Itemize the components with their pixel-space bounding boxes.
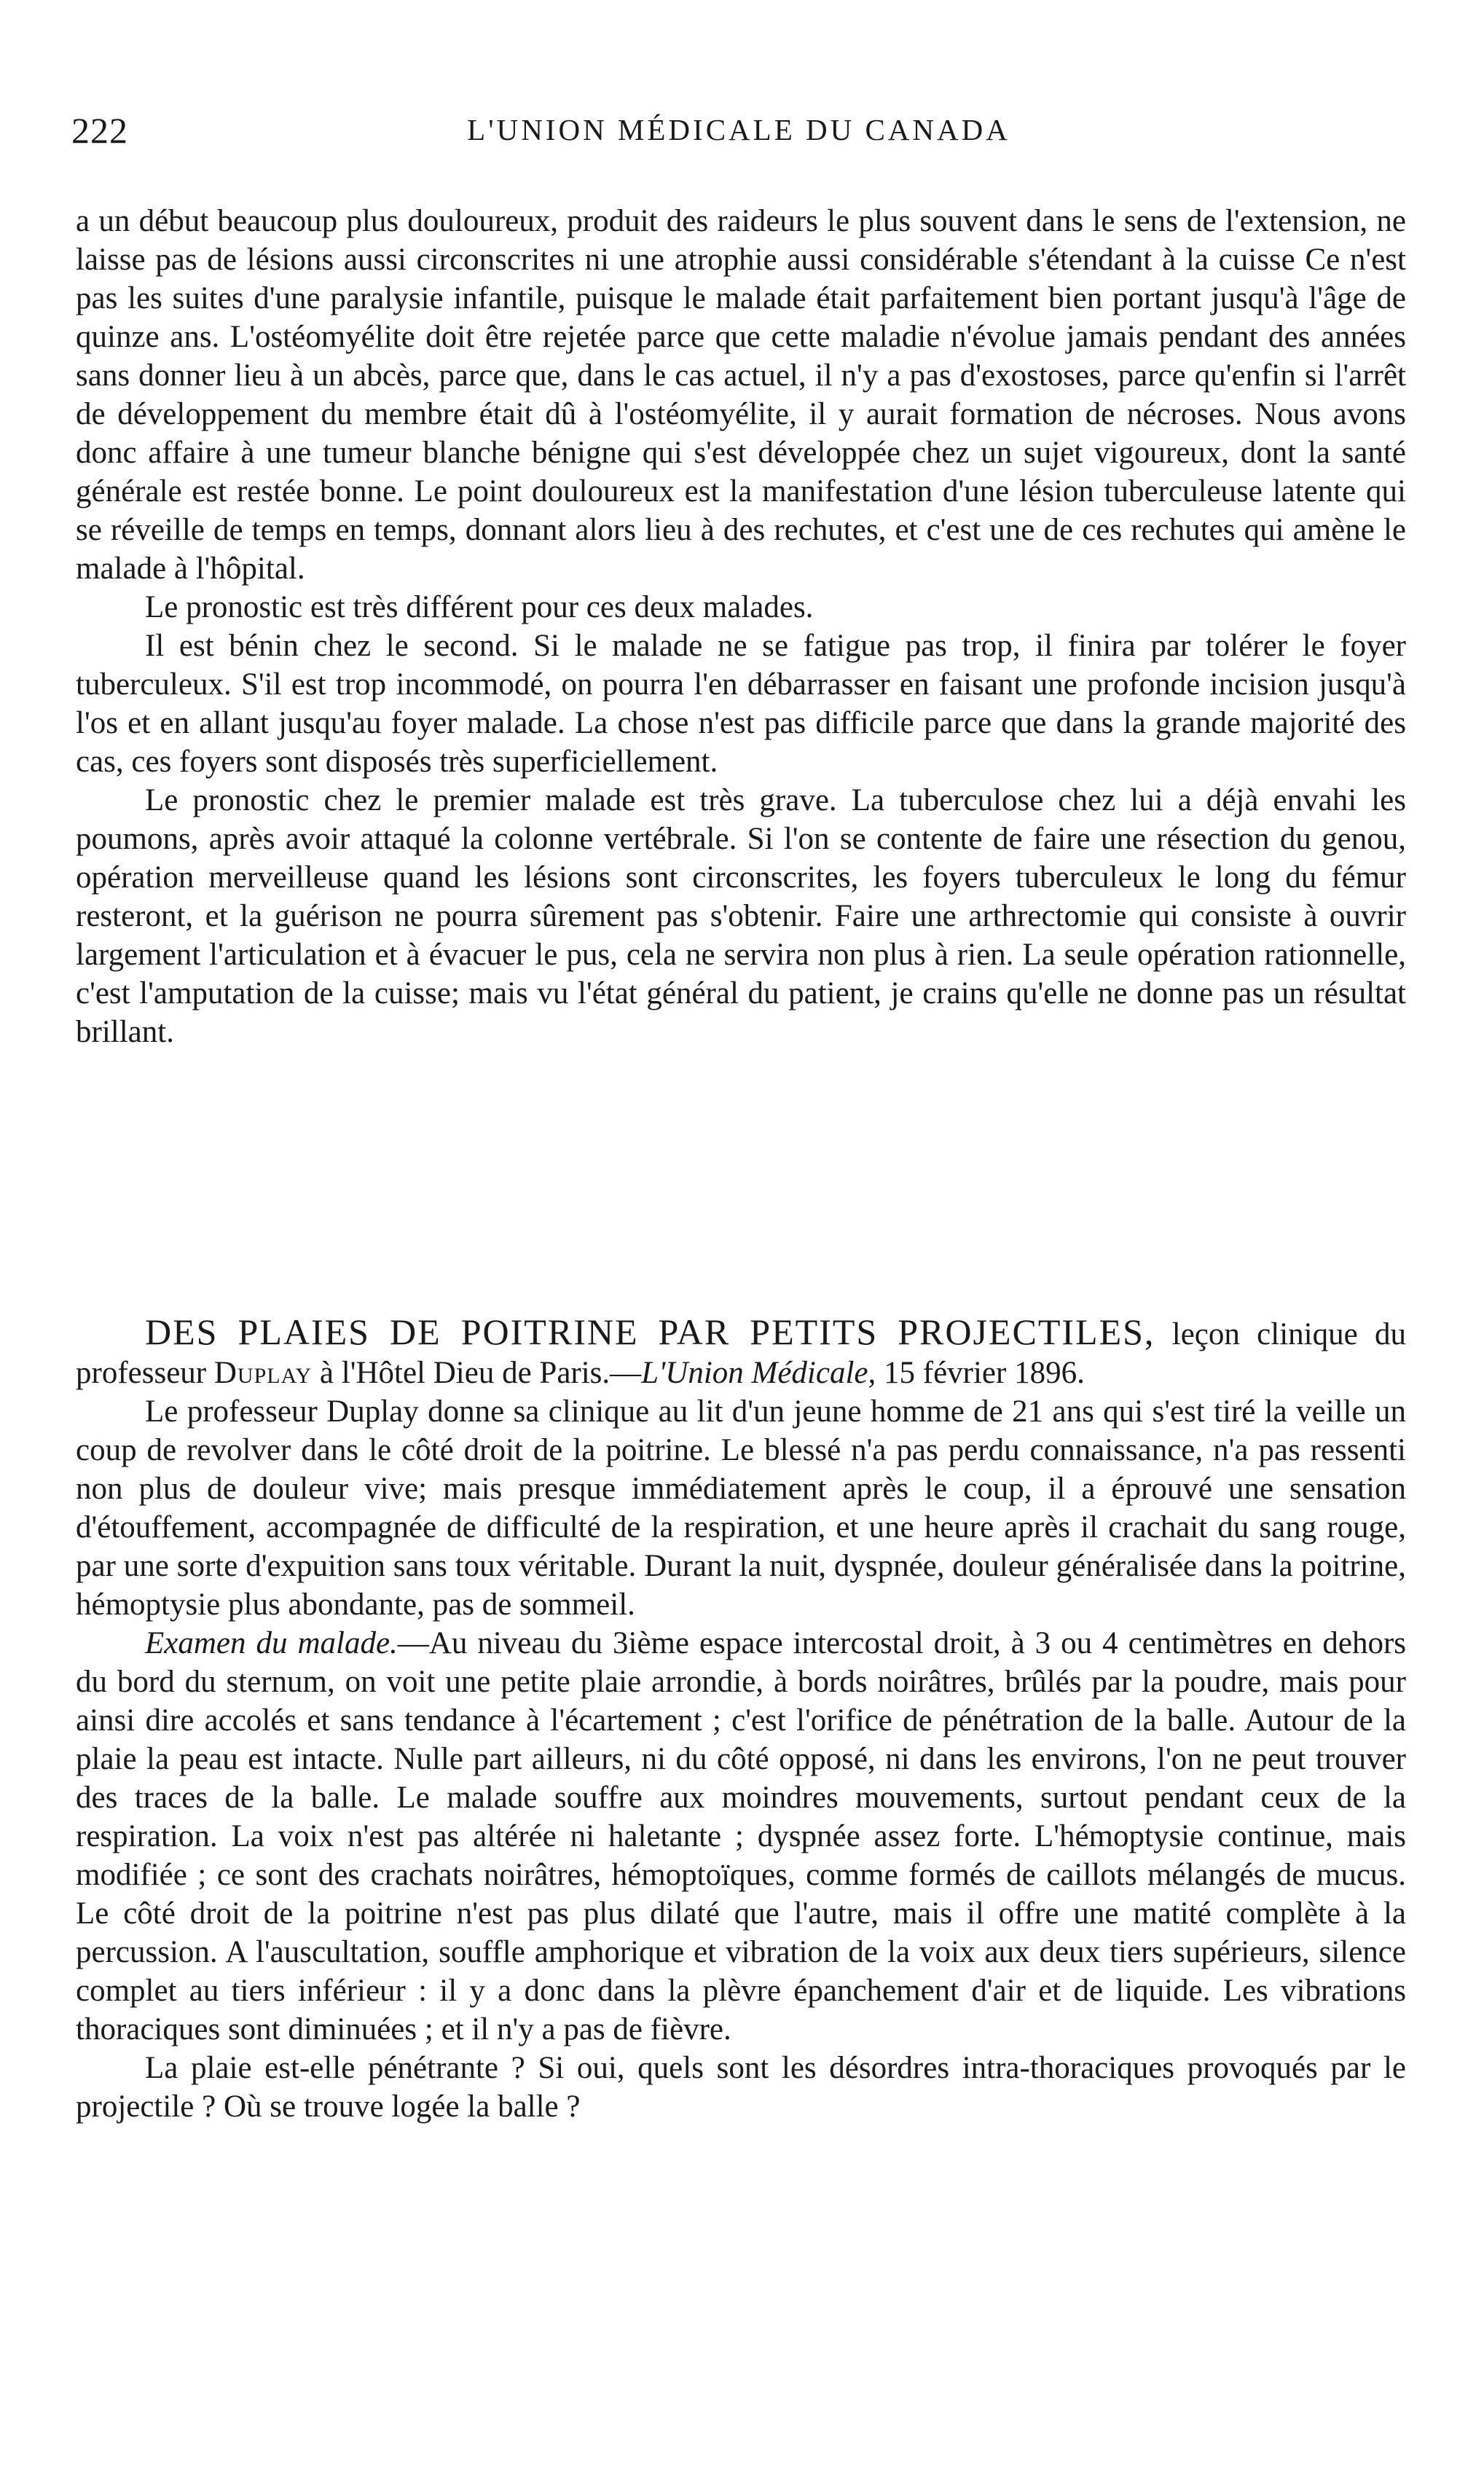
paragraph: Le pronostic chez le premier malade est très grave. La tuberculose chez lui a déjà envahi les poumons, après avoir attaqué la colonne vertébrale. Si l'on se contente de faire une résection du genou, opération merveilleuse quand les lésions sont circonscrites, les foyers tuberculeux le long du fémur resteront, et la guérison ne pourra sûrement pas s'obtenir. Faire une arthrectomie qui consiste à ouvrir largement l'articulation et à évacuer le pus, cela ne servira non plus à rien. La seule opération rationnelle, c'est l'amputation de la cuisse; mais vu l'état général du patient, je crains qu'elle ne donne pas un résultat brillant.	[76, 783, 1406, 1049]
page-header	[71, 109, 1406, 153]
paragraph: Le professeur Duplay donne sa clinique au lit d'un jeune homme de 21 ans qui s'est tiré la veille un coup de revolver dans le côté droit de la poitrine. Le blessé n'a pas perdu connaissance, n'a pas ressenti non plus de douleur vive; mais presque immédiatement après le coup, il a éprouvé une sensation d'étouffement, accompagnée de difficulté de la respiration, et une heure après il crachait du sang rouge, par une sorte d'expuition sans toux véritable. Durant la nuit, dyspnée, douleur généralisée dans la poitrine, hémoptysie plus abondante, pas de sommeil.	[76, 1394, 1406, 1622]
author-name: Duplay	[213, 1356, 313, 1390]
article-subtitle: leçon clinique du professeur	[76, 1317, 1406, 1390]
section-1-text	[76, 202, 1406, 1051]
paragraph: Il est bénin chez le second. Si le malade ne se fatigue pas trop, il finira par tolérer le foyer tuberculeux. S'il est trop incommodé, on pourra l'en débarrasser en faisant une profonde incision jusqu'à l'os et en allant jusqu'au foyer malade. La chose n'est pas difficile parce que dans la grande majorité des cas, ces foyers sont disposés très superficiellement.	[76, 629, 1406, 779]
source-journal: L'Union Médicale,	[641, 1356, 876, 1390]
article-title: DES PLAIES DE POITRINE PAR PETITS PROJECTILES,	[145, 1311, 1155, 1352]
paragraph	[76, 1624, 1406, 2049]
article-location: à l'Hôtel Dieu de Paris.—	[319, 1356, 642, 1390]
paragraph: La plaie est-elle pénétrante ? Si oui, quels sont les désordres intra-thoraciques provoqués par le projectile ? Où se trouve logée la balle ?	[76, 2051, 1406, 2124]
paragraph: Le pronostic est très différent pour ces deux malades.	[145, 590, 814, 624]
section-2-text	[76, 1313, 1406, 2126]
page-number: 222	[71, 110, 128, 151]
paragraph: a un début beaucoup plus douloureux, produit des raideurs le plus souvent dans le sens de l'extension, ne laisse pas de lésions aussi circonscrites ni une atrophie aussi considérable s'étendant à la cuisse Ce n'est pas les suites d'une paralysie infantile, puisque le malade était parfaitement bien portant jusqu'à l'âge de quinze ans. L'ostéomyélite doit être rejetée parce que cette maladie n'évolue jamais pendant des années sans donner lieu à un abcès, parce que, dans le cas actuel, il n'y a pas d'exostoses, parce qu'enfin si l'arrêt de développement du membre était dû à l'ostéomyélite, il y aurait formation de nécroses. Nous avons donc affaire à une tumeur blanche bénigne qui s'est développée chez un sujet vigoureux, dont la santé générale est restée bonne. Le point douloureux est la manifestation d'une lésion tuberculeuse latente qui se réveille de temps en temps, donnant alors lieu à des rechutes, et c'est une de ces rechutes qui amène le malade à l'hôpital.	[76, 204, 1406, 586]
running-title: L'UNION MÉDICALE DU CANADA	[467, 113, 1010, 146]
source-date: 15 février 1896.	[884, 1356, 1085, 1390]
article-heading	[76, 1313, 1406, 1392]
paragraph-body: —Au niveau du 3ième espace intercostal droit, à 3 ou 4 centimètres en dehors du bord du sternum, on voit une petite plaie arrondie, à bords noirâtres, brûlés par la poudre, mais pour ainsi dire accolés et sans tendance à l'écartement ; c'est l'orifice de pénétration de la balle. Autour de la plaie la peau est intacte. Nulle part ailleurs, ni du côté opposé, ni dans les environs, l'on ne peut trouver des traces de la balle. Le malade souffre aux moindres mouvements, surtout pendant ceux de la respiration. La voix n'est pas altérée ni haletante ; dyspnée assez forte. L'hémoptysie continue, mais modifiée ; ce sont des crachats noirâtres, hémoptoïques, comme formés de caillots mélangés de mucus. Le côté droit de la poitrine n'est pas plus dilaté que l'autre, mais il offre une matité complète à la percussion. A l'auscultation, souffle amphorique et vibration de la voix aux deux tiers supérieurs, silence complet au tiers inférieur : il y a donc dans la plèvre épanchement d'air et de liquide. Les vibrations thoraciques sont diminuées ; et il n'y a pas de fièvre.	[76, 1626, 1406, 2047]
subheading-inline: Examen du malade.	[145, 1626, 398, 1660]
